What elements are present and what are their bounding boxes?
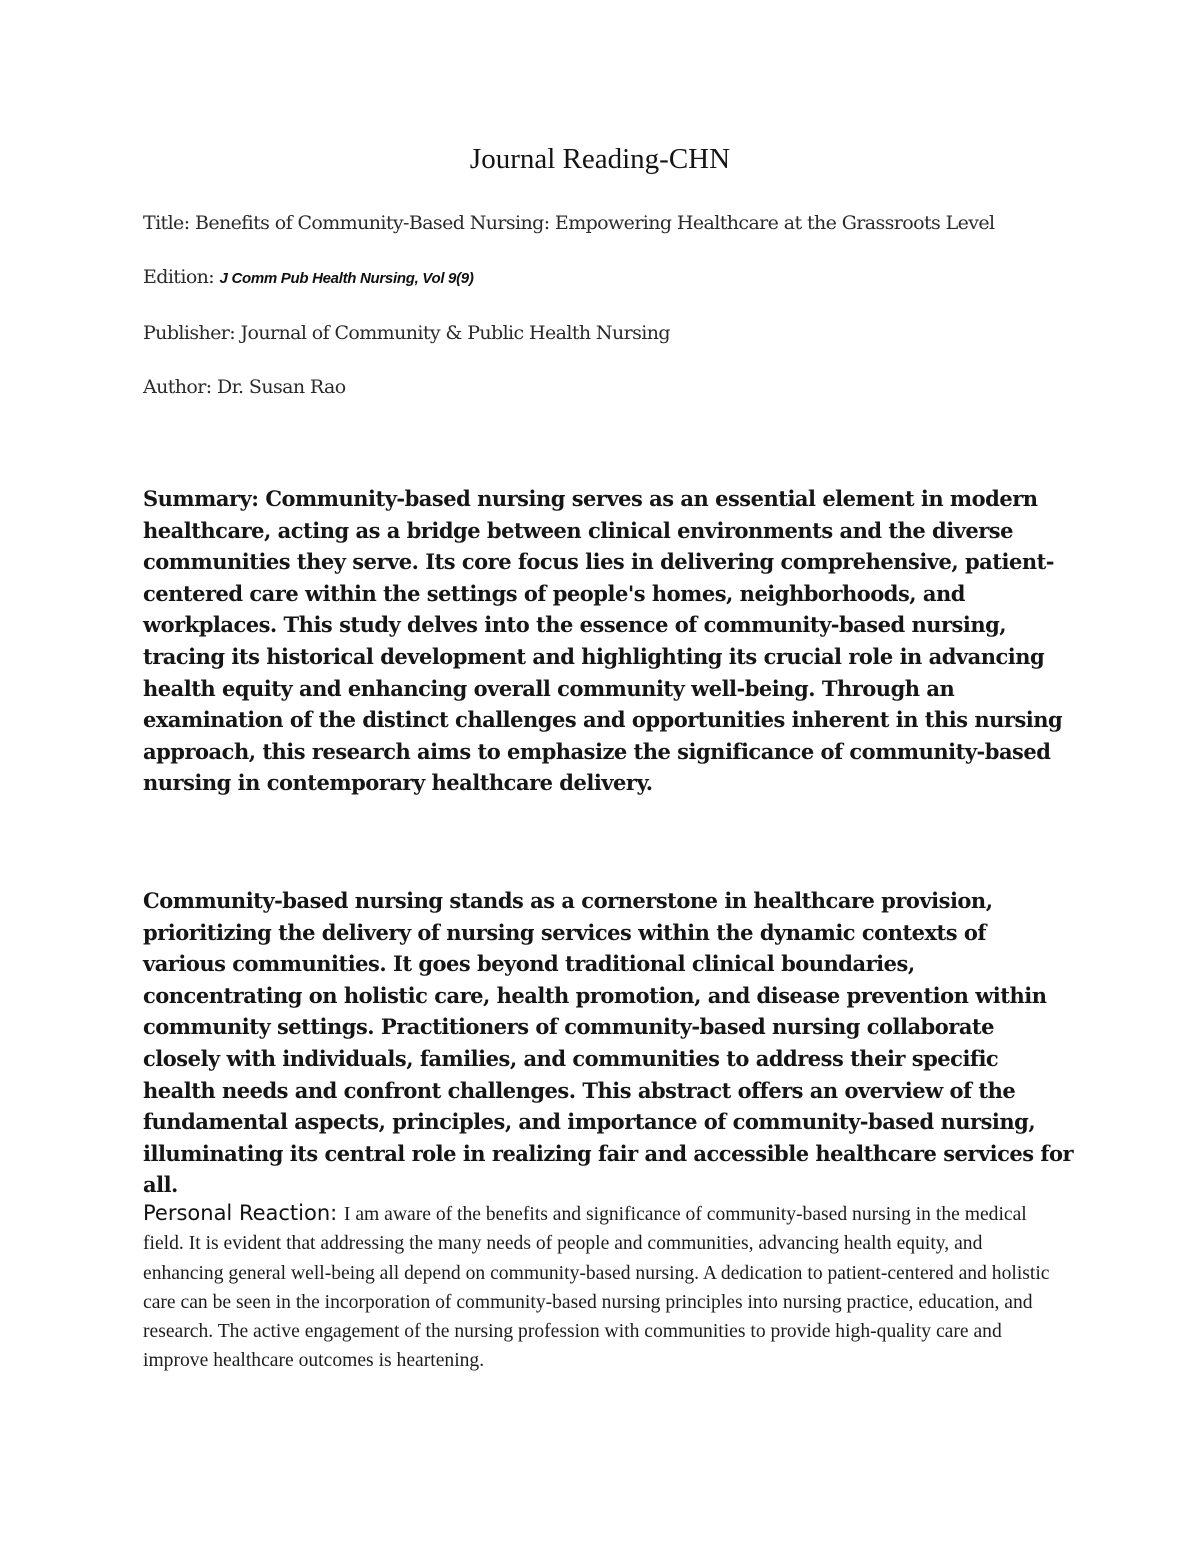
edition-value: J Comm Pub Health Nursing, Vol 9(9) bbox=[219, 270, 474, 287]
author-value: Dr. Susan Rao bbox=[217, 376, 346, 398]
personal-reaction-text: I am aware of the benefits and significance of community-based nursing in the medical field. It is evident that addressing the many needs of people and communities, advancing health equity, and enhancing general well-being all depend on community-based nursing. A dedication to patient-centered and holistic care can be seen in the incorporation of community-based nursing principles into nursing practice, education, and research. The active engagement of the nursing profession with communities to provide high-quality care and improve healthcare outcomes is heartening. bbox=[143, 1204, 1050, 1372]
publisher-value: Journal of Community & Public Health Nursing bbox=[240, 322, 670, 344]
personal-reaction-label: Personal Reaction: bbox=[143, 1201, 344, 1225]
publisher-label: Publisher: bbox=[143, 322, 241, 344]
publisher-line bbox=[143, 322, 670, 344]
summary-label: Summary: bbox=[143, 486, 266, 511]
abstract-paragraph: Community-based nursing stands as a cornerstone in healthcare provision, prioritizing the delivery of nursing services within the dynamic contexts of various communities. It goes beyond traditional clinical boundaries, concentrating on holistic care, health promotion, and disease prevention within community settings. Practitioners of community-based nursing collaborate closely with individuals, families, and communities to address their specific health needs and confront challenges. This abstract offers an overview of the fundamental aspects, principles, and importance of community-based nursing, illuminating its central role in realizing fair and accessible healthcare services for all. bbox=[143, 888, 1074, 1198]
author-label: Author: bbox=[143, 376, 217, 398]
title-value: Benefits of Community-Based Nursing: Empowering Healthcare at the Grassroots Level bbox=[194, 212, 995, 234]
title-label: Title: bbox=[143, 212, 195, 234]
summary-text: Community-based nursing serves as an essential element in modern healthcare, acting as a bridge between clinical environments and the diverse communities they serve. Its core focus lies in delivering comprehensive, patient-centered care within the settings of people's homes, neighborhoods, and workplaces. This study delves into the essence of community-based nursing, tracing its historical development and highlighting its crucial role in advancing health equity and enhancing overall community well-being. Through an examination of the distinct challenges and opportunities inherent in this nursing approach, this research aims to emphasize the significance of community-based nursing in contemporary healthcare delivery. bbox=[143, 486, 1063, 796]
title-line bbox=[143, 212, 995, 234]
author-line bbox=[143, 376, 346, 398]
edition-line bbox=[143, 266, 474, 288]
document-heading: Journal Reading-CHN bbox=[469, 143, 731, 175]
personal-reaction-paragraph bbox=[143, 1199, 1063, 1376]
summary-paragraph bbox=[143, 483, 1073, 799]
edition-label: Edition: bbox=[143, 266, 220, 288]
